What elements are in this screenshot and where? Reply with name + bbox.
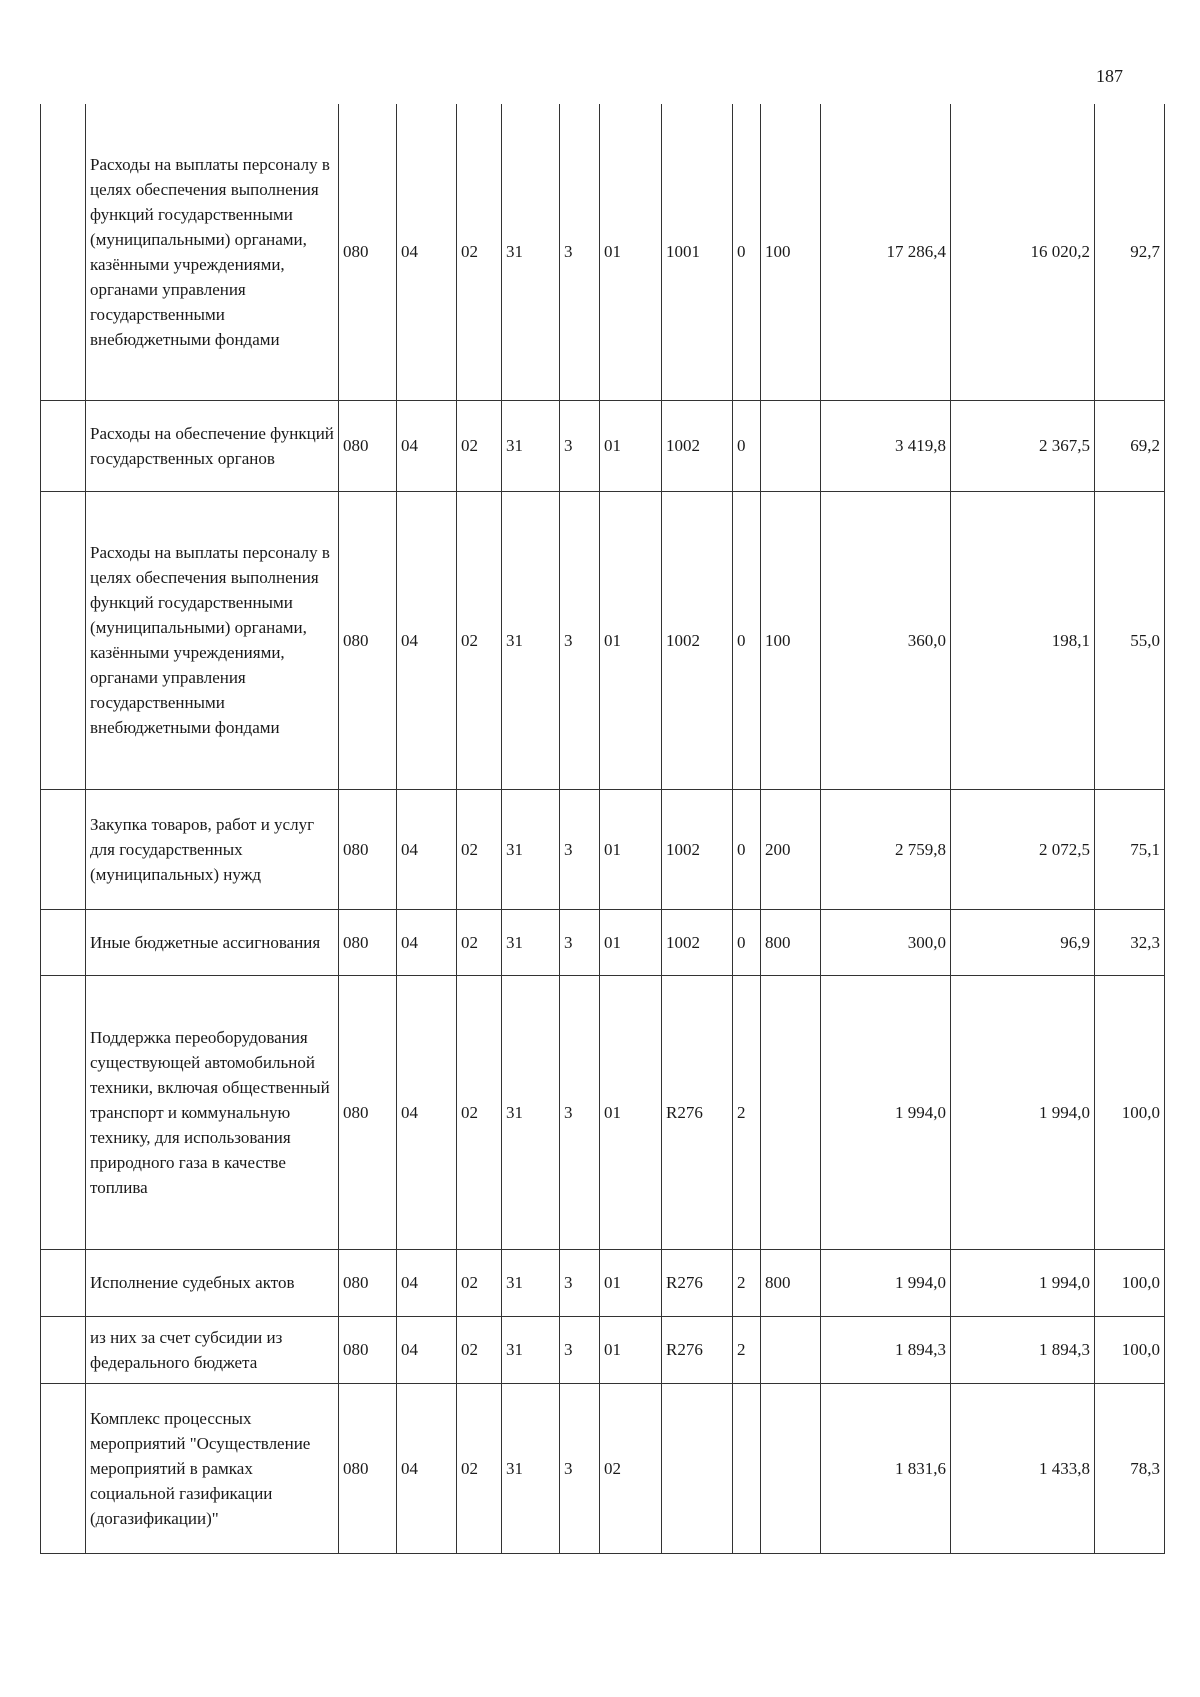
code-subsection: 02 — [457, 975, 502, 1249]
value-percent: 78,3 — [1095, 1383, 1165, 1553]
table-row — [41, 104, 1165, 400]
row-marker-cell — [41, 975, 86, 1249]
code-direction: R276 — [662, 975, 733, 1249]
code-admin: 080 — [339, 104, 397, 400]
code-activity: 01 — [600, 1316, 662, 1383]
value-planned: 17 286,4 — [821, 104, 951, 400]
code-expense-type: 800 — [761, 909, 821, 975]
code-admin: 080 — [339, 400, 397, 491]
budget-table — [40, 104, 1165, 1554]
table-row — [41, 1383, 1165, 1553]
page-number: 187 — [1096, 66, 1123, 86]
code-subdirection — [733, 1383, 761, 1553]
code-program: 31 — [502, 400, 560, 491]
row-marker-cell — [41, 909, 86, 975]
code-program: 31 — [502, 1249, 560, 1316]
value-percent: 32,3 — [1095, 909, 1165, 975]
code-subprogram: 3 — [560, 1316, 600, 1383]
code-activity: 01 — [600, 491, 662, 789]
value-planned: 360,0 — [821, 491, 951, 789]
code-direction: 1002 — [662, 400, 733, 491]
value-executed: 2 367,5 — [951, 400, 1095, 491]
code-program: 31 — [502, 789, 560, 909]
code-section: 04 — [397, 104, 457, 400]
code-section: 04 — [397, 400, 457, 491]
value-percent: 100,0 — [1095, 1316, 1165, 1383]
code-program: 31 — [502, 1316, 560, 1383]
code-admin: 080 — [339, 491, 397, 789]
row-marker-cell — [41, 1249, 86, 1316]
code-expense-type — [761, 1316, 821, 1383]
value-percent: 55,0 — [1095, 491, 1165, 789]
code-subdirection: 0 — [733, 789, 761, 909]
code-section: 04 — [397, 1249, 457, 1316]
value-executed: 1 994,0 — [951, 1249, 1095, 1316]
code-subdirection: 2 — [733, 1249, 761, 1316]
table-row — [41, 789, 1165, 909]
row-description: Расходы на выплаты персоналу в целях обеспечения выполнения функций государственными (муниципальными) органами, казёнными учреждениями, органами управления государственными внебюджетными фондами — [86, 104, 339, 400]
code-expense-type — [761, 1383, 821, 1553]
value-planned: 1 831,6 — [821, 1383, 951, 1553]
row-description: Расходы на выплаты персоналу в целях обеспечения выполнения функций государственными (муниципальными) органами, казёнными учреждениями, органами управления государственными внебюджетными фондами — [86, 491, 339, 789]
code-subdirection: 0 — [733, 909, 761, 975]
value-executed: 1 994,0 — [951, 975, 1095, 1249]
code-direction: 1002 — [662, 909, 733, 975]
value-executed: 16 020,2 — [951, 104, 1095, 400]
code-subsection: 02 — [457, 1249, 502, 1316]
row-description: Иные бюджетные ассигнования — [86, 909, 339, 975]
code-subdirection: 0 — [733, 491, 761, 789]
code-subsection: 02 — [457, 1316, 502, 1383]
row-marker-cell — [41, 789, 86, 909]
code-section: 04 — [397, 909, 457, 975]
code-subsection: 02 — [457, 909, 502, 975]
table-row — [41, 1249, 1165, 1316]
code-program: 31 — [502, 491, 560, 789]
code-subdirection: 2 — [733, 975, 761, 1249]
code-expense-type: 800 — [761, 1249, 821, 1316]
code-subprogram: 3 — [560, 491, 600, 789]
code-activity: 01 — [600, 789, 662, 909]
code-subprogram: 3 — [560, 909, 600, 975]
code-subprogram: 3 — [560, 975, 600, 1249]
value-executed: 1 433,8 — [951, 1383, 1095, 1553]
code-activity: 01 — [600, 104, 662, 400]
code-direction: 1002 — [662, 491, 733, 789]
value-percent: 100,0 — [1095, 975, 1165, 1249]
code-program: 31 — [502, 104, 560, 400]
table-row — [41, 975, 1165, 1249]
code-admin: 080 — [339, 1383, 397, 1553]
code-activity: 01 — [600, 909, 662, 975]
table-row — [41, 909, 1165, 975]
code-admin: 080 — [339, 909, 397, 975]
code-admin: 080 — [339, 1316, 397, 1383]
value-percent: 92,7 — [1095, 104, 1165, 400]
code-activity: 02 — [600, 1383, 662, 1553]
code-activity: 01 — [600, 400, 662, 491]
row-description: Расходы на обеспечение функций государственных органов — [86, 400, 339, 491]
code-section: 04 — [397, 1316, 457, 1383]
value-planned: 1 894,3 — [821, 1316, 951, 1383]
row-marker-cell — [41, 1383, 86, 1553]
code-admin: 080 — [339, 1249, 397, 1316]
code-section: 04 — [397, 491, 457, 789]
code-admin: 080 — [339, 789, 397, 909]
code-direction — [662, 1383, 733, 1553]
value-planned: 1 994,0 — [821, 975, 951, 1249]
code-expense-type: 100 — [761, 491, 821, 789]
code-expense-type — [761, 400, 821, 491]
code-program: 31 — [502, 1383, 560, 1553]
code-subprogram: 3 — [560, 104, 600, 400]
value-executed: 198,1 — [951, 491, 1095, 789]
code-activity: 01 — [600, 975, 662, 1249]
code-activity: 01 — [600, 1249, 662, 1316]
code-subsection: 02 — [457, 400, 502, 491]
code-subsection: 02 — [457, 1383, 502, 1553]
row-marker-cell — [41, 1316, 86, 1383]
code-admin: 080 — [339, 975, 397, 1249]
code-subprogram: 3 — [560, 400, 600, 491]
code-program: 31 — [502, 975, 560, 1249]
row-description: Исполнение судебных актов — [86, 1249, 339, 1316]
value-planned: 2 759,8 — [821, 789, 951, 909]
row-marker-cell — [41, 400, 86, 491]
code-expense-type — [761, 975, 821, 1249]
code-subdirection: 2 — [733, 1316, 761, 1383]
code-expense-type: 200 — [761, 789, 821, 909]
row-description: Закупка товаров, работ и услуг для государственных (муниципальных) нужд — [86, 789, 339, 909]
table-row — [41, 1316, 1165, 1383]
code-subsection: 02 — [457, 491, 502, 789]
code-direction: R276 — [662, 1249, 733, 1316]
value-executed: 2 072,5 — [951, 789, 1095, 909]
row-description: Поддержка переоборудования существующей автомобильной техники, включая общественный транспорт и коммунальную технику, для использования природного газа в качестве топлива — [86, 975, 339, 1249]
code-subprogram: 3 — [560, 1383, 600, 1553]
code-subsection: 02 — [457, 789, 502, 909]
table-row — [41, 400, 1165, 491]
code-direction: R276 — [662, 1316, 733, 1383]
code-subdirection: 0 — [733, 400, 761, 491]
value-planned: 300,0 — [821, 909, 951, 975]
value-percent: 75,1 — [1095, 789, 1165, 909]
code-section: 04 — [397, 975, 457, 1249]
row-description: из них за счет субсидии из федерального бюджета — [86, 1316, 339, 1383]
code-direction: 1002 — [662, 789, 733, 909]
value-executed: 96,9 — [951, 909, 1095, 975]
code-section: 04 — [397, 789, 457, 909]
row-marker-cell — [41, 104, 86, 400]
value-percent: 100,0 — [1095, 1249, 1165, 1316]
code-program: 31 — [502, 909, 560, 975]
code-subprogram: 3 — [560, 1249, 600, 1316]
table-row — [41, 491, 1165, 789]
code-subsection: 02 — [457, 104, 502, 400]
row-marker-cell — [41, 491, 86, 789]
value-executed: 1 894,3 — [951, 1316, 1095, 1383]
code-subdirection: 0 — [733, 104, 761, 400]
value-planned: 3 419,8 — [821, 400, 951, 491]
row-description: Комплекс процессных мероприятий "Осуществление мероприятий в рамках социальной газификации (догазификации)" — [86, 1383, 339, 1553]
code-section: 04 — [397, 1383, 457, 1553]
code-expense-type: 100 — [761, 104, 821, 400]
value-planned: 1 994,0 — [821, 1249, 951, 1316]
value-percent: 69,2 — [1095, 400, 1165, 491]
code-direction: 1001 — [662, 104, 733, 400]
code-subprogram: 3 — [560, 789, 600, 909]
